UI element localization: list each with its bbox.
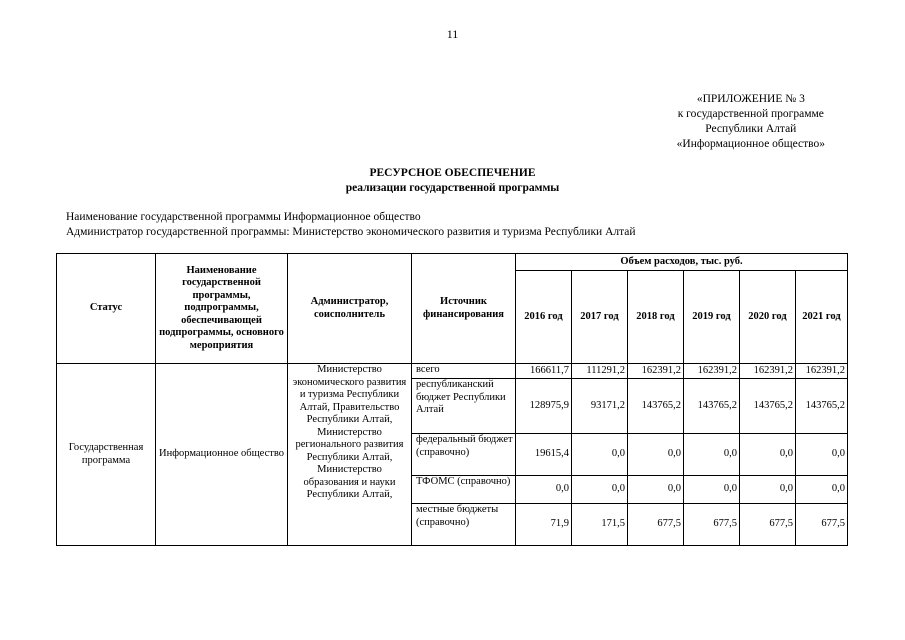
administrator-line: Администратор государственной программы: Министерство экономического развития и туризма Республики Алтай [66,226,636,238]
program-meta [66,210,636,240]
value-cell: 0,0 [628,476,684,504]
value-cell: 677,5 [628,504,684,546]
value-cell: 128975,9 [516,379,572,434]
value-cell: 162391,2 [628,364,684,379]
value-cell: 0,0 [684,434,740,476]
source-cell: ТФОМС (справочно) [412,476,516,504]
appendix-line-1: «ПРИЛОЖЕНИЕ № 3 [696,93,805,105]
program-name-line: Наименование государственной программы Информационное общество [66,211,421,223]
status-cell: Государственная программа [57,364,156,546]
value-cell: 143765,2 [796,379,848,434]
page-number: 11 [446,27,459,41]
value-cell: 0,0 [572,476,628,504]
value-cell: 143765,2 [628,379,684,434]
appendix-line-2: к государственной программе [677,108,824,120]
header-admin: Администратор, соисполнитель [288,254,412,364]
program-name-cell: Информационное общество [156,364,288,546]
value-cell: 0,0 [740,434,796,476]
value-cell: 162391,2 [796,364,848,379]
header-name: Наименование государственной программы, подпрограммы, обеспечивающей подпрограммы, основного мероприятия [156,254,288,364]
table-row [57,364,848,379]
value-cell: 677,5 [740,504,796,546]
admin-cell: Министерство экономического развития и туризма Республики Алтай, Правительство Республики Алтай, Министерство регионального развития Республики Алтай, Министерство образования и науки Республики Алтай, [288,364,412,546]
value-cell: 143765,2 [684,379,740,434]
title-line-2: реализации государственной программы [345,182,560,194]
appendix-heading [677,92,825,152]
value-cell: 0,0 [628,434,684,476]
header-year: 2020 год [740,271,796,364]
value-cell: 171,5 [572,504,628,546]
source-cell: федеральный бюджет (справочно) [412,434,516,476]
header-year: 2016 год [516,271,572,364]
value-cell: 0,0 [516,476,572,504]
header-expenses: Объем расходов, тыс. руб. [516,254,848,271]
header-year: 2019 год [684,271,740,364]
value-cell: 166611,7 [516,364,572,379]
source-cell: республиканский бюджет Республики Алтай [412,379,516,434]
title-line-1: РЕСУРСНОЕ ОБЕСПЕЧЕНИЕ [369,167,536,179]
source-cell: местные бюджеты (справочно) [412,504,516,546]
value-cell: 0,0 [684,476,740,504]
source-cell: всего [412,364,516,379]
appendix-line-4: «Информационное общество» [676,138,825,150]
header-year: 2017 год [572,271,628,364]
value-cell: 0,0 [796,476,848,504]
value-cell: 0,0 [796,434,848,476]
header-year: 2021 год [796,271,848,364]
value-cell: 111291,2 [572,364,628,379]
header-row-1 [57,254,848,271]
value-cell: 0,0 [572,434,628,476]
value-cell: 0,0 [740,476,796,504]
value-cell: 93171,2 [572,379,628,434]
value-cell: 71,9 [516,504,572,546]
header-year: 2018 год [628,271,684,364]
header-status: Статус [57,254,156,364]
resource-table [56,253,848,546]
appendix-line-3: Республики Алтай [705,123,797,135]
value-cell: 19615,4 [516,434,572,476]
value-cell: 143765,2 [740,379,796,434]
document-title [0,166,905,196]
value-cell: 162391,2 [740,364,796,379]
value-cell: 677,5 [684,504,740,546]
header-source: Источник финансирования [412,254,516,364]
value-cell: 677,5 [796,504,848,546]
value-cell: 162391,2 [684,364,740,379]
